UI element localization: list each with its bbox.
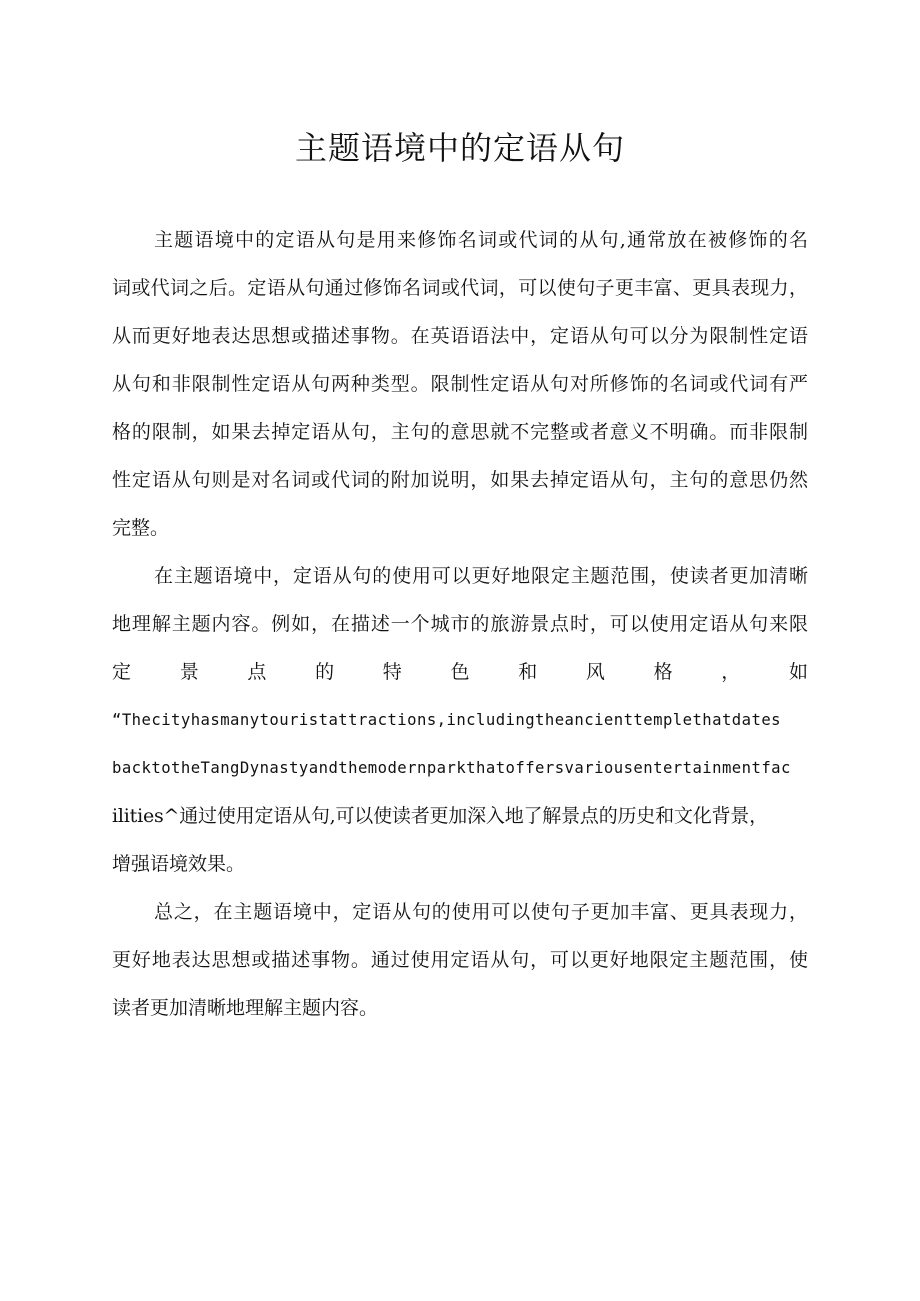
paragraph-1-line-6: 性定语从句则是对名词或代词的附加说明，如果去掉定语从句，主句的意思仍然: [112, 469, 808, 491]
paragraph-3-line-2: 更好地表达思想或描述事物。通过使用定语从句，可以更好地限定主题范围，使: [112, 949, 808, 971]
paragraph-2-line-7: 增强语境效果。: [112, 853, 246, 875]
paragraph-3-line-1: 总之，在主题语境中，定语从句的使用可以使句子更加丰富、更具表现力，: [154, 901, 808, 923]
paragraph-2-line-5: backtotheTangDynastyandthemodernparkthatoffersvariousentertainmentfac: [112, 759, 791, 777]
paragraph-2-line-2: 地理解主题内容。例如，在描述一个城市的旅游景点时，可以使用定语从句来限: [112, 613, 808, 635]
paragraph-1-line-7: 完整。: [112, 517, 170, 539]
paragraph-2-line-1: 在主题语境中，定语从句的使用可以更好地限定主题范围，使读者更加清晰: [154, 565, 808, 587]
paragraph-1-line-3: 从而更好地表达思想或描述事物。在英语语法中，定语从句可以分为限制性定语: [112, 325, 808, 347]
paragraph-2-line-4: “Thecityhasmanytouristattractions,includingtheancienttemplethatdates: [112, 711, 781, 729]
paragraph-2-line-3: 定景点的特色和风格，如: [112, 661, 808, 683]
document-title: 主题语境中的定语从句: [294, 129, 625, 167]
paragraph-3-line-3: 读者更加清晰地理解主题内容。: [112, 997, 379, 1019]
paragraph-2-line-6: ilities^通过使用定语从句,可以使读者更加深入地了解景点的历史和文化背景，: [112, 805, 768, 827]
paragraph-1-line-4: 从句和非限制性定语从句两种类型。限制性定语从句对所修饰的名词或代词有严: [112, 373, 808, 395]
paragraph-1-line-1: 主题语境中的定语从句是用来修饰名词或代词的从句,通常放在被修饰的名: [154, 229, 808, 251]
paragraph-1-line-5: 格的限制，如果去掉定语从句，主句的意思就不完整或者意义不明确。而非限制: [112, 421, 808, 443]
paragraph-1-line-2: 词或代词之后。定语从句通过修饰名词或代词，可以使句子更丰富、更具表现力，: [112, 277, 808, 299]
